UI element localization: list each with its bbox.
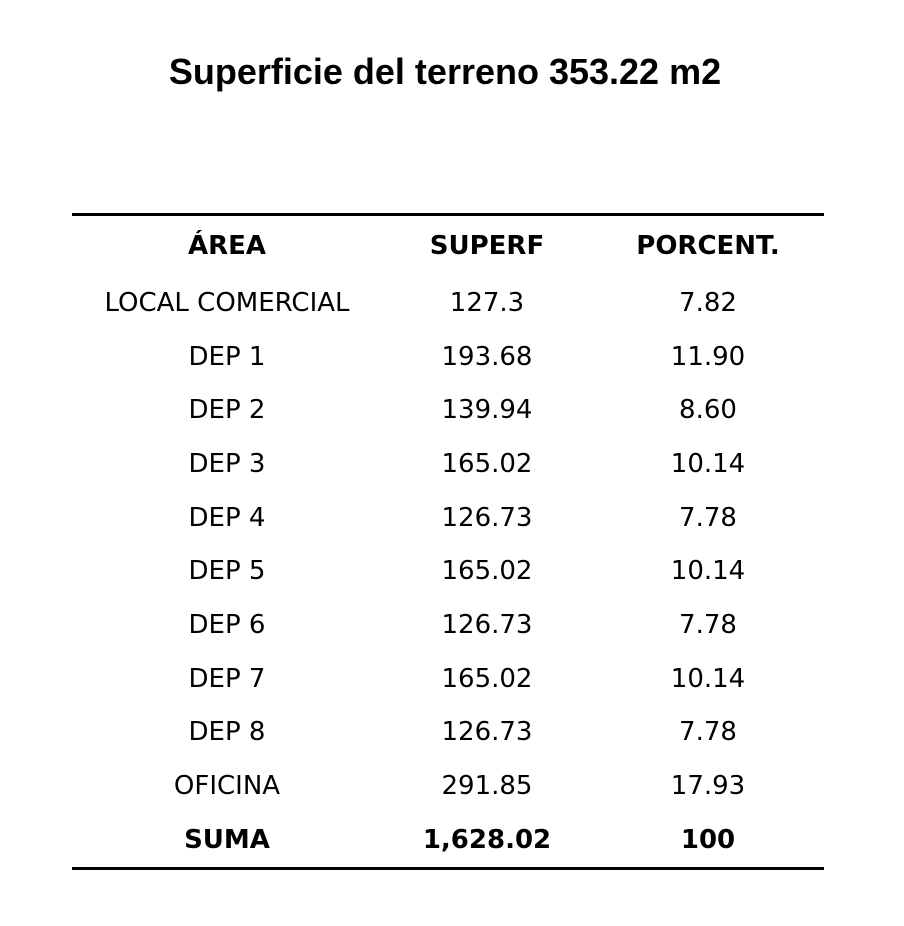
- cell-area: DEP 1: [188, 341, 266, 372]
- cell-porcent: 7.78: [679, 717, 737, 748]
- cell-superf: 165.02: [441, 448, 533, 479]
- cell-area: OFICINA: [173, 771, 281, 802]
- cell-porcent: 10.14: [670, 448, 746, 479]
- table-row: [72, 544, 824, 598]
- table-row: [72, 330, 824, 384]
- header-porcent: PORCENT.: [636, 231, 780, 261]
- cell-superf: 165.02: [441, 663, 533, 694]
- cell-porcent: 7.82: [679, 287, 737, 318]
- cell-area: DEP 4: [188, 502, 266, 533]
- page-title: Superficie del terreno 353.22 m2: [168, 51, 722, 92]
- cell-superf: 126.73: [441, 717, 533, 748]
- cell-area: DEP 3: [188, 448, 266, 479]
- area-table-container: [72, 213, 824, 870]
- table-row: [72, 652, 824, 706]
- total-label: SUMA: [184, 824, 270, 855]
- total-porcent: 100: [680, 824, 736, 855]
- area-table: [72, 216, 824, 867]
- cell-area: DEP 8: [188, 717, 266, 748]
- cell-porcent: 10.14: [670, 556, 746, 587]
- cell-superf: 139.94: [441, 395, 533, 426]
- cell-superf: 165.02: [441, 556, 533, 587]
- cell-porcent: 7.78: [679, 609, 737, 640]
- table-row: [72, 383, 824, 437]
- table-row: [72, 437, 824, 491]
- cell-area: DEP 2: [188, 395, 266, 426]
- cell-superf: 126.73: [441, 609, 533, 640]
- cell-porcent: 8.60: [679, 395, 737, 426]
- cell-porcent: 11.90: [670, 341, 746, 372]
- table-row: [72, 706, 824, 760]
- cell-area: DEP 6: [188, 609, 266, 640]
- total-row: [72, 813, 824, 867]
- table-row: [72, 491, 824, 545]
- cell-porcent: 7.78: [679, 502, 737, 533]
- header-superf: SUPERF: [429, 231, 545, 261]
- cell-area: LOCAL COMERCIAL: [104, 287, 350, 318]
- table-row: [72, 598, 824, 652]
- cell-porcent: 10.14: [670, 663, 746, 694]
- cell-superf: 126.73: [441, 502, 533, 533]
- table-row: [72, 759, 824, 813]
- total-superf: 1,628.02: [422, 824, 552, 855]
- table-row: [72, 276, 824, 330]
- cell-superf: 193.68: [441, 341, 533, 372]
- cell-area: DEP 7: [188, 663, 266, 694]
- cell-superf: 291.85: [441, 771, 533, 802]
- cell-superf: 127.3: [449, 287, 525, 318]
- cell-porcent: 17.93: [670, 771, 746, 802]
- header-area: ÁREA: [187, 231, 267, 261]
- cell-area: DEP 5: [188, 556, 266, 587]
- table-header-row: [72, 216, 824, 276]
